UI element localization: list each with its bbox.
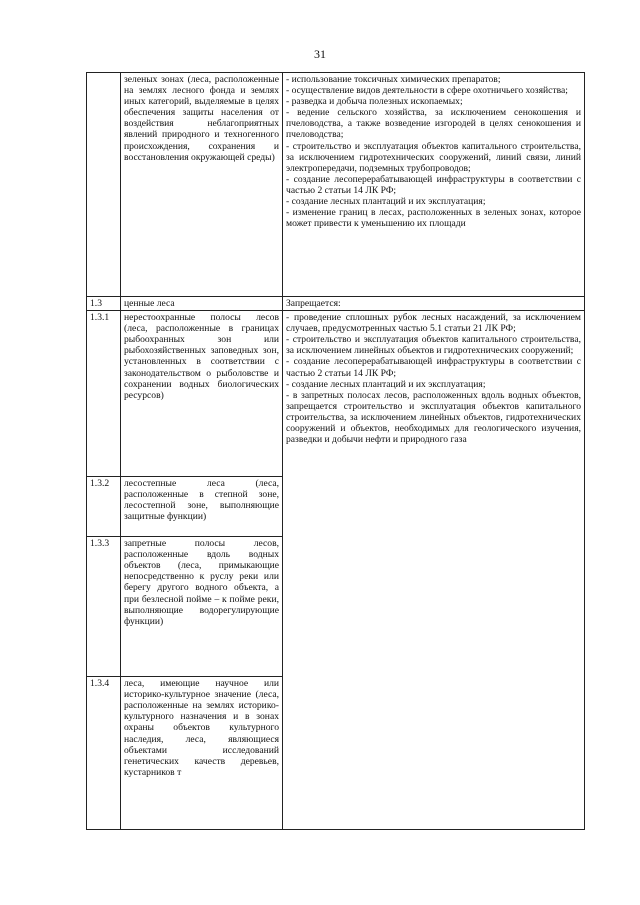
forest-category: зеленых зонах (леса, расположенные на землях лесного фонда и землях иных категорий, выделяемые в целях обеспечения защиты населения от воздействия неблагоприятных явлений природного и техногенного происхождения, сохранения и восстановления окружающей среды) [121, 73, 283, 297]
row-number: 1.3.2 [87, 477, 121, 537]
forest-category: лесостепные леса (леса, расположенные в степной зоне, лесостепной зоне, выполняющие защитные функции) [121, 477, 283, 537]
table-row [87, 311, 585, 477]
row-number: 1.3.3 [87, 537, 121, 677]
forest-category: нерестоохранные полосы лесов (леса, расположенные в границах рыбоохранных зон или рыбохозяйственных заповедных зон, установленных в соответствии с законодательством о рыболовстве и сохранении водных биологических ресурсов) [121, 311, 283, 477]
restriction-item: - разведка и добыча полезных ископаемых; [286, 96, 463, 108]
restriction-item: - в запретных полосах лесов, расположенных вдоль водных объектов, запрещается строительство и эксплуатация объектов капитального строительства, за исключением линейных объектов, гидротехнических сооружений и объектов, необходимых для геологического изучения, разведки и добычи нефти и природного газа [286, 389, 581, 446]
restriction-item: - осуществление видов деятельности в сфере охотничьего хозяйства; [286, 85, 568, 97]
restriction-item: - проведение сплошных рубок лесных насаждений, за исключением случаев, предусмотренных частью 5.1 статьи 21 ЛК РФ; [286, 312, 581, 335]
page-number: 31 [314, 47, 326, 61]
forest-category: запретные полосы лесов, расположенные вдоль водных объектов (леса, примыкающие непосредственно к руслу реки или берегу другого водного объекта, а при безлесной пойме – к пойме реки, выполняющие водорегулирующие функции) [121, 537, 283, 677]
restriction-item: - строительство и эксплуатация объектов капитального строительства, за исключением гидротехнических сооружений, линий связи, линий электропередачи, подземных трубопроводов; [286, 140, 581, 174]
table-row [87, 297, 585, 311]
restriction-item: - создание лесных плантаций и их эксплуатация; [286, 378, 486, 390]
restriction-item: - создание лесоперерабатывающей инфраструктуры в соответствии с частью 2 статьи 14 ЛК РФ; [286, 356, 581, 379]
restriction-item: - изменение границ в лесах, расположенных в зеленых зонах, которое может привести к уменьшению их площади [286, 207, 581, 230]
restriction-item: - строительство и эксплуатация объектов капитального строительства, за исключением линейных объектов и гидротехнических сооружений; [286, 334, 581, 357]
restrictions-cell [283, 311, 585, 830]
restriction-item: - создание лесных плантаций и их эксплуатация; [286, 196, 486, 208]
row-number: 1.3.1 [87, 311, 121, 477]
row-number: 1.3 [87, 297, 121, 311]
forest-category: леса, имеющие научное или историко-культурное значение (леса, расположенные на землях историко-культурного назначения и в зонах охраны объектов культурного наследия, леса, являющиеся объектами исследований генетических качеств деревьев, кустарников т [121, 677, 283, 830]
row-number [87, 73, 121, 297]
forest-regulations-table [86, 72, 585, 830]
table-row [87, 73, 585, 297]
restrictions-cell [283, 297, 585, 311]
restriction-item: - использование токсичных химических препаратов; [286, 74, 501, 85]
restriction-item: - создание лесоперерабатывающей инфраструктуры в соответствии с частью 2 статьи 14 ЛК РФ; [286, 173, 581, 196]
restriction-item: - ведение сельского хозяйства, за исключением сенокошения и пчеловодства, а также возведение изгородей в целях сенокошения и пчеловодства; [286, 107, 581, 141]
row-number: 1.3.4 [87, 677, 121, 830]
forest-category: ценные леса [121, 297, 283, 311]
restrictions-cell [283, 73, 585, 297]
restriction-heading: Запрещается: [286, 298, 341, 309]
